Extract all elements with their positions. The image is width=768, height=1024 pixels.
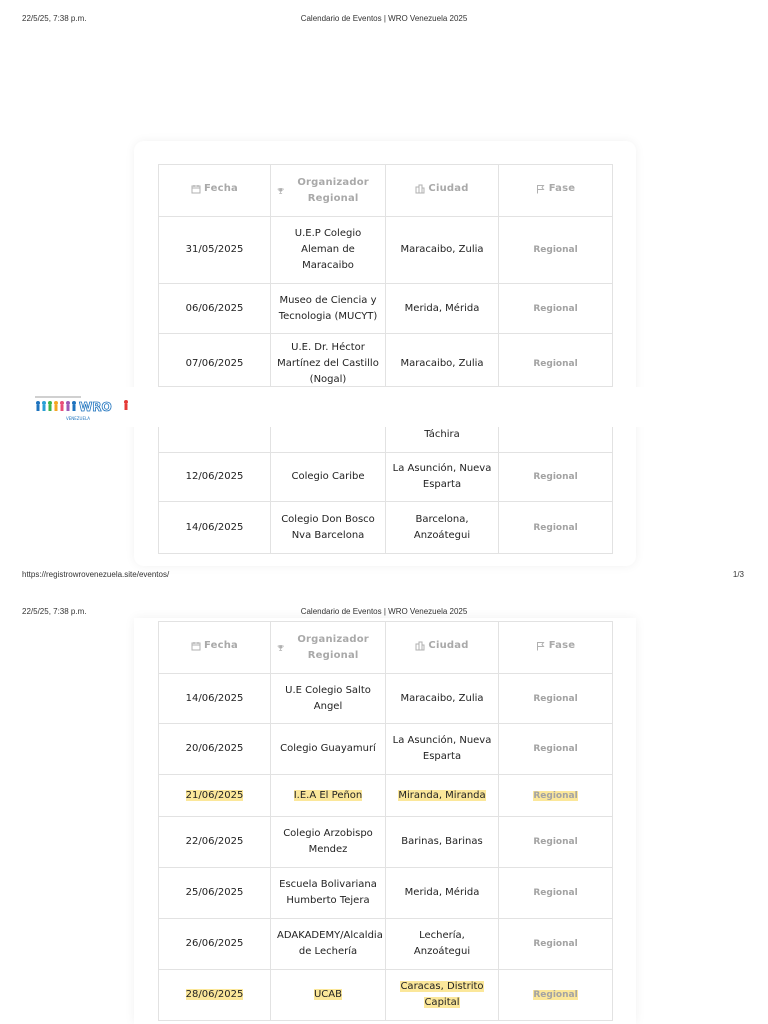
trophy-icon [277, 186, 284, 196]
cell-organizador: Colegio Caribe [271, 453, 386, 502]
cell-fecha: 14/06/2025 [159, 674, 271, 724]
cell-ciudad: Barinas, Barinas [386, 817, 499, 868]
cell-ciudad: Merida, Mérida [386, 868, 499, 919]
table-row [159, 674, 613, 724]
people-figures [36, 401, 76, 411]
svg-text:VENEZUELA: VENEZUELA [66, 416, 91, 421]
cell-organizador: Colegio Arzobispo Mendez [271, 817, 386, 868]
cell-ciudad: La Asunción, Nueva Esparta [386, 724, 499, 775]
cell-organizador: I.E.A El Peñon [271, 775, 386, 817]
calendar-icon [191, 184, 201, 194]
table-row [159, 284, 613, 334]
cell-fase: Regional [499, 502, 613, 554]
cell-organizador: U.E.P Colegio Aleman de Maracaibo [271, 217, 386, 284]
print-datetime: 22/5/25, 7:38 p.m. [22, 607, 87, 616]
table-row [159, 817, 613, 868]
cell-organizador: U.E. Dr. Héctor Martínez del Castillo (Nogal) [271, 334, 386, 394]
cell-organizador: Museo de Ciencia y Tecnologia (MUCYT) [271, 284, 386, 334]
cell-ciudad: Barcelona, Anzoátegui [386, 502, 499, 554]
cell-ciudad: Merida, Mérida [386, 284, 499, 334]
svg-text:WRO: WRO [79, 400, 112, 414]
city-icon [415, 184, 425, 194]
cell-ciudad: Táchira [386, 387, 499, 453]
cell-ciudad: Miranda, Miranda [386, 775, 499, 817]
cell-fase: Regional [499, 724, 613, 775]
city-icon [415, 641, 425, 651]
header-fase: Fase [499, 165, 613, 217]
cell-fecha: 28/06/2025 [159, 970, 271, 1021]
events-table [158, 164, 613, 394]
cell-fecha: 21/06/2025 [159, 775, 271, 817]
cell-fecha: 22/06/2025 [159, 817, 271, 868]
table-row [159, 502, 613, 554]
table-row [159, 724, 613, 775]
cell-fase: Regional [499, 919, 613, 970]
cell-ciudad: La Asunción, Nueva Esparta [386, 453, 499, 502]
print-title: Calendario de Eventos | WRO Venezuela 2025 [300, 607, 468, 616]
flag-icon [536, 184, 546, 194]
header-ciudad: Ciudad [386, 622, 499, 674]
cell-fecha: 07/06/2025 [159, 334, 271, 394]
cell-fase: Regional [499, 775, 613, 817]
cell-ciudad: Maracaibo, Zulia [386, 674, 499, 724]
cell-fecha: 20/06/2025 [159, 724, 271, 775]
events-table [158, 621, 613, 1021]
cell-ciudad: Lechería, Anzoátegui [386, 919, 499, 970]
print-datetime: 22/5/25, 7:38 p.m. [22, 14, 87, 23]
cell-fase: Regional [499, 217, 613, 284]
cell-fecha: 25/06/2025 [159, 868, 271, 919]
table-header-row [159, 622, 613, 674]
table-row [159, 217, 613, 284]
wro-people-logo[interactable] [33, 394, 133, 424]
cell-fase: Regional [499, 453, 613, 502]
header-fecha: Fecha [159, 622, 271, 674]
cell-fase: Regional [499, 674, 613, 724]
table-row [159, 868, 613, 919]
header-organizador: Organizador Regional [271, 165, 386, 217]
cell-ciudad: Maracaibo, Zulia [386, 217, 499, 284]
cell-organizador: Colegio Guayamurí [271, 724, 386, 775]
header-ciudad: Ciudad [386, 165, 499, 217]
print-title: Calendario de Eventos | WRO Venezuela 2025 [300, 14, 468, 23]
header-organizador: Organizador Regional [271, 622, 386, 674]
cell-fecha: 31/05/2025 [159, 217, 271, 284]
cell-fase: Regional [499, 970, 613, 1021]
cell-organizador: ADAKADEMY/Alcaldia de Lechería [271, 919, 386, 970]
table-row [159, 334, 613, 394]
cell-fecha: 12/06/2025 [159, 453, 271, 502]
print-page-number: 1/3 [732, 570, 744, 579]
cell-organizador: U.E Colegio Salto Angel [271, 674, 386, 724]
cell-fecha: 26/06/2025 [159, 919, 271, 970]
cell-fecha: 06/06/2025 [159, 284, 271, 334]
table-row [159, 453, 613, 502]
print-url: https://registrowrovenezuela.site/eventos/ [22, 570, 170, 579]
table-header-row [159, 165, 613, 217]
cell-organizador: Colegio Don Bosco Nva Barcelona [271, 502, 386, 554]
trophy-icon [277, 643, 284, 653]
table-row-highlighted [159, 970, 613, 1021]
cell-organizador: Escuela Bolivariana Humberto Tejera [271, 868, 386, 919]
cell-ciudad: Caracas, Distrito Capital [386, 970, 499, 1021]
cell-fase: Regional [499, 817, 613, 868]
cell-ciudad: Maracaibo, Zulia [386, 334, 499, 394]
events-table-continued [158, 452, 613, 554]
table-row-highlighted [159, 775, 613, 817]
header-fecha: Fecha [159, 165, 271, 217]
cell-fecha: 14/06/2025 [159, 502, 271, 554]
cell-fase: Regional [499, 284, 613, 334]
header-fase: Fase [499, 622, 613, 674]
cell-organizador: UCAB [271, 970, 386, 1021]
calendar-icon [191, 641, 201, 651]
cell-fase: Regional [499, 334, 613, 394]
cell-fase: Regional [499, 868, 613, 919]
table-row [159, 919, 613, 970]
flag-icon [536, 641, 546, 651]
